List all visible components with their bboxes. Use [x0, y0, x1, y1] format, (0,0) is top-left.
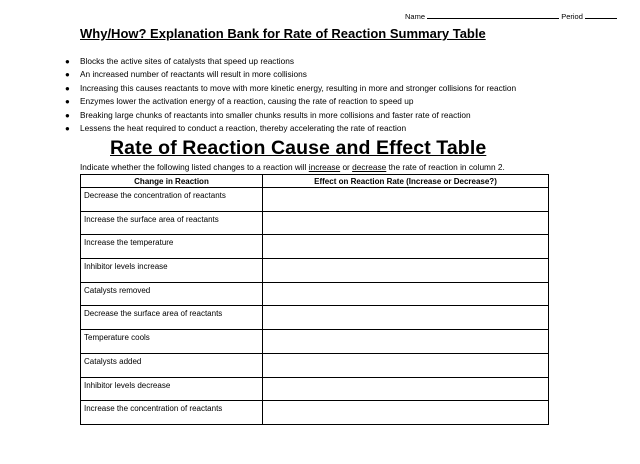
- list-item: ● An increased number of reactants will result in more collisions: [62, 68, 516, 81]
- effect-cell[interactable]: [263, 235, 549, 259]
- explanation-bank-list: [62, 55, 516, 135]
- bullet-icon: ●: [65, 57, 70, 66]
- effect-cell[interactable]: [263, 259, 549, 283]
- name-blank[interactable]: [427, 11, 559, 19]
- list-item: ● Breaking large chunks of reactants into smaller chunks results in more collisions and faster rate of reaction: [62, 109, 516, 122]
- list-item: ● Increasing this causes reactants to move with more kinetic energy, resulting in more and stronger collisions for reaction: [62, 82, 516, 95]
- table-row: [81, 377, 549, 401]
- change-cell: Inhibitor levels increase: [81, 259, 263, 283]
- table-row: [81, 259, 549, 283]
- table-row: [81, 401, 549, 425]
- table-row: [81, 306, 549, 330]
- effect-cell[interactable]: [263, 353, 549, 377]
- list-item: ● Enzymes lower the activation energy of a reaction, causing the rate of reaction to speed up: [62, 95, 516, 108]
- change-cell: Inhibitor levels decrease: [81, 377, 263, 401]
- column-header-change: Change in Reaction: [81, 175, 263, 188]
- period-blank[interactable]: [585, 11, 617, 19]
- effect-cell[interactable]: [263, 188, 549, 212]
- effect-cell[interactable]: [263, 377, 549, 401]
- table-row: [81, 211, 549, 235]
- name-label: Name: [405, 12, 426, 21]
- effect-cell[interactable]: [263, 282, 549, 306]
- bullet-icon: ●: [65, 83, 70, 93]
- change-cell: Decrease the surface area of reactants: [81, 306, 263, 330]
- table-row: [81, 235, 549, 259]
- change-cell: Catalysts removed: [81, 282, 263, 306]
- table-row: [81, 188, 549, 212]
- effect-cell[interactable]: [263, 306, 549, 330]
- table-header-row: [81, 175, 549, 188]
- column-header-effect: Effect on Reaction Rate (Increase or Decrease?): [263, 175, 549, 188]
- change-cell: Decrease the concentration of reactants: [81, 188, 263, 212]
- effect-cell[interactable]: [263, 401, 549, 425]
- bullet-icon: ●: [65, 123, 70, 133]
- name-period-header: [405, 11, 617, 21]
- bullet-icon: ●: [65, 110, 70, 120]
- bullet-icon: ●: [65, 70, 70, 80]
- change-cell: Increase the concentration of reactants: [81, 401, 263, 425]
- effect-cell[interactable]: [263, 330, 549, 354]
- bullet-icon: ●: [65, 97, 70, 107]
- explanation-bank-title: Why/How? Explanation Bank for Rate of Reaction Summary Table: [80, 26, 486, 41]
- change-cell: Temperature cools: [81, 330, 263, 354]
- list-item: ● Lessens the heat required to conduct a reaction, thereby accelerating the rate of reaction: [62, 122, 516, 135]
- change-cell: Increase the surface area of reactants: [81, 211, 263, 235]
- effect-cell[interactable]: [263, 211, 549, 235]
- change-cell: Increase the temperature: [81, 235, 263, 259]
- table-row: [81, 330, 549, 354]
- period-label: Period: [561, 12, 583, 21]
- list-item: ● Blocks the active sites of catalysts that speed up reactions: [62, 55, 516, 68]
- table-row: [81, 282, 549, 306]
- cause-effect-table-title: Rate of Reaction Cause and Effect Table: [110, 137, 487, 159]
- table-row: [81, 353, 549, 377]
- table-instruction: Indicate whether the following listed changes to a reaction will increase or decrease the rate of reaction in column 2.: [80, 162, 505, 172]
- change-cell: Catalysts added: [81, 353, 263, 377]
- cause-effect-table: [80, 174, 549, 425]
